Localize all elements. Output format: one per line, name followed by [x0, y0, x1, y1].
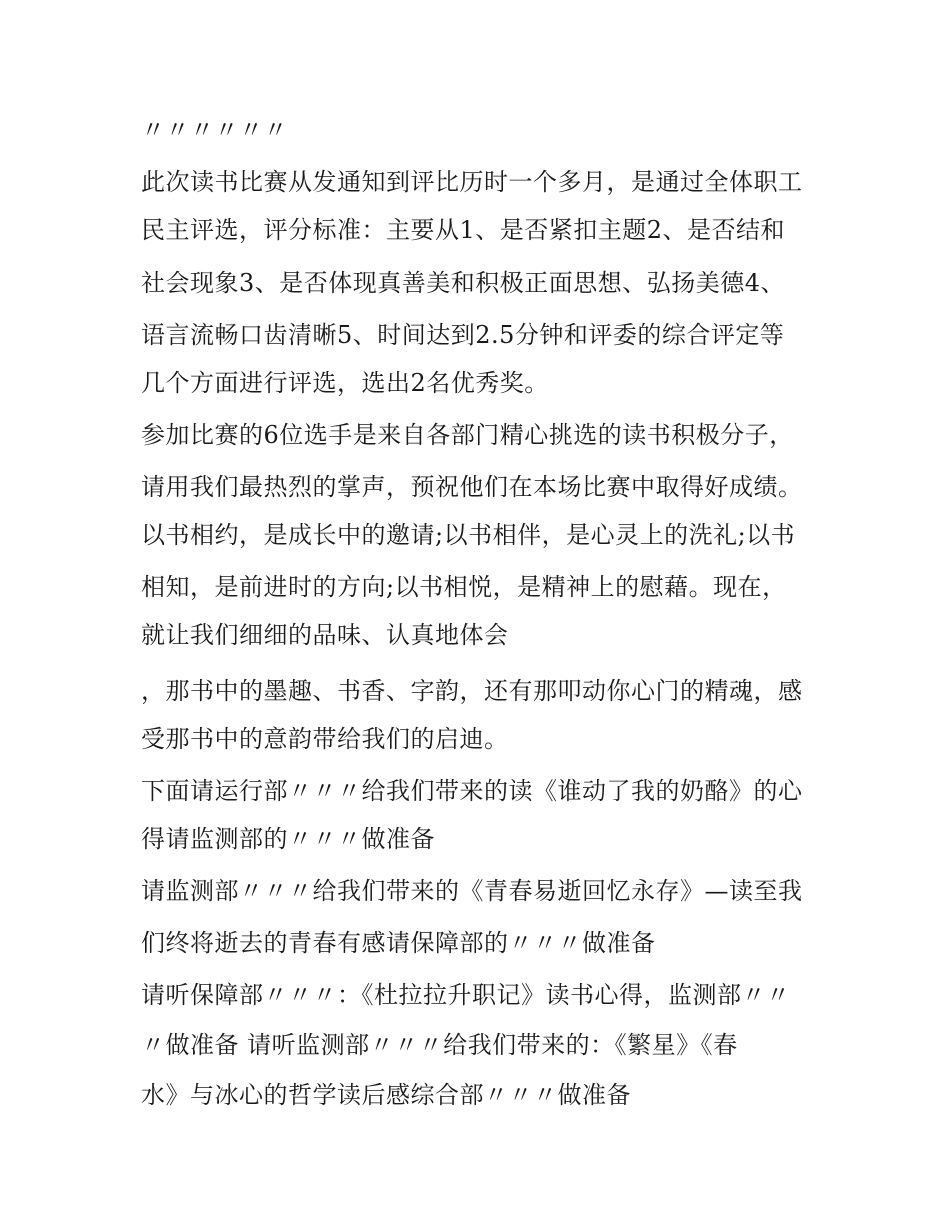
text-line: 请监测部〃〃〃给我们带来的《青春易逝回忆永存》—读至我 — [141, 877, 803, 905]
text-line: 民主评选，评分标准：主要从1、是否紧扣主题2、是否结和 — [141, 216, 786, 244]
text-line: 请听保障部〃〃〃：《杜拉拉升职记》读书心得，监测部〃〃 — [141, 981, 791, 1009]
text-line: 社会现象3、是否体现真善美和积极正面思想、弘扬美德4、 — [141, 269, 786, 297]
text-line: 参加比赛的6位选手是来自各部门精心挑选的读书积极分子， — [141, 421, 794, 449]
text-line: 〃〃〃〃〃〃 — [141, 116, 288, 144]
text-line: ，那书中的墨趣、书香、字韵，还有那叩动你心门的精魂，感 — [141, 677, 803, 705]
text-line: 语言流畅口齿清晰5、时间达到2.5分钟和评委的综合评定等 — [141, 321, 785, 349]
text-line: 们终将逝去的青春有感请保障部的〃〃〃做准备 — [141, 929, 656, 957]
text-line: 受那书中的意韵带给我们的启迪。 — [141, 725, 509, 753]
text-line: 得请监测部的〃〃〃做准备 — [141, 825, 435, 853]
text-line: 请用我们最热烈的掌声，预祝他们在本场比赛中取得好成绩。 — [141, 473, 803, 501]
text-line: 水》与冰心的哲学读后感综合部〃〃〃做准备 — [141, 1081, 631, 1109]
text-line: 〃做准备 请听监测部〃〃〃给我们带来的：《繁星》《春 — [141, 1031, 738, 1059]
text-line: 下面请运行部〃〃〃给我们带来的读《谁动了我的奶酪》的心 — [141, 777, 803, 805]
text-line: 此次读书比赛从发通知到评比历时一个多月，是通过全体职工 — [141, 168, 803, 196]
text-line: 相知，是前进时的方向;以书相悦，是精神上的慰藉。现在， — [141, 573, 787, 601]
text-line: 几个方面进行评选，选出2名优秀奖。 — [141, 369, 549, 397]
text-line: 以书相约，是成长中的邀请;以书相伴，是心灵上的洗礼;以书 — [141, 521, 796, 549]
text-line: 就让我们细细的品味、认真地体会 — [141, 621, 509, 649]
